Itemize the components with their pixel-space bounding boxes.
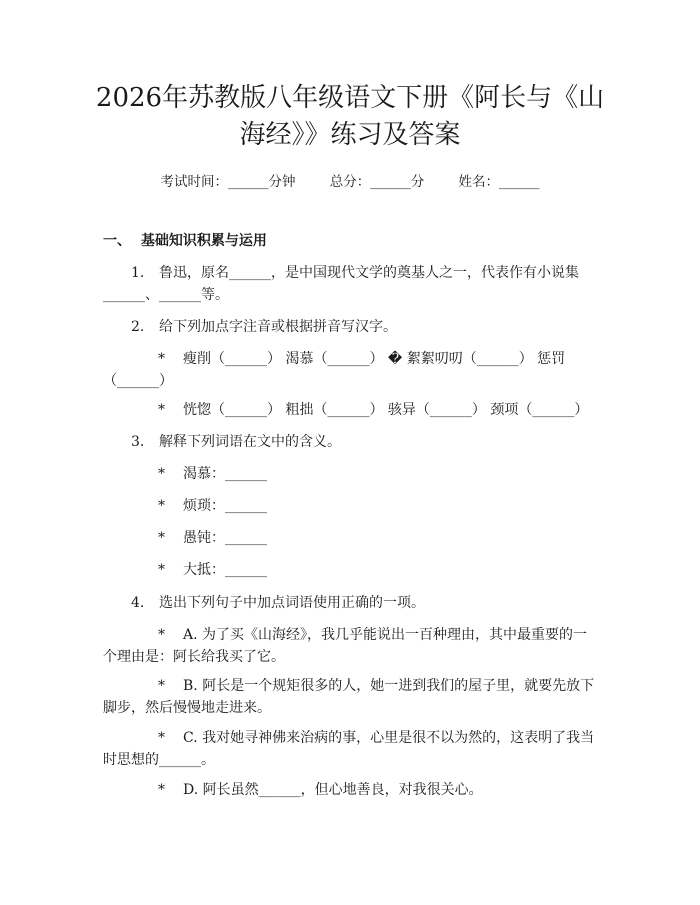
- section-heading: [103, 230, 267, 250]
- bullet: *: [158, 402, 165, 418]
- option-b: [158, 675, 594, 695]
- question-text: 解释下列词语在文中的含义。: [159, 434, 341, 450]
- option-c: [158, 727, 594, 747]
- exam-time: 考试时间：______分钟: [160, 174, 296, 190]
- list-item: [158, 463, 267, 483]
- list-item: [158, 399, 588, 419]
- question-2: [131, 316, 397, 336]
- bullet: *: [158, 530, 165, 546]
- student-name: 姓名：______: [458, 174, 540, 190]
- list-item: [158, 527, 267, 547]
- item-text: 愚钝：______: [183, 530, 267, 546]
- bullet: *: [158, 466, 165, 482]
- exam-meta: [0, 170, 700, 190]
- bullet: *: [158, 351, 165, 367]
- bullet: *: [158, 562, 165, 578]
- question-3: [131, 431, 341, 451]
- option-text: C. 我对她寻神佛来治病的事，心里是很不以为然的，这表明了我当: [183, 730, 595, 746]
- bullet: *: [158, 782, 165, 798]
- item-text: 渴慕：______: [183, 466, 267, 482]
- question-4: [131, 592, 425, 612]
- question-text: 鲁迅，原名______，是中国现代文学的奠基人之一，代表作有小说集: [159, 265, 579, 281]
- option-d: [158, 779, 483, 799]
- item-text: 烦琐：______: [183, 498, 267, 514]
- list-item: [158, 495, 267, 515]
- section-number: 一、: [103, 233, 131, 249]
- question-1-wrap: ______、______等。: [103, 287, 229, 303]
- option-text: B. 阿长是一个规矩很多的人，她一进到我们的屋子里，就要先放下: [183, 678, 595, 694]
- option-a-wrap: 个理由是：阿长给我买了它。: [103, 649, 285, 665]
- item-text: 大抵：______: [183, 562, 267, 578]
- title-line-1: 2026年苏教版八年级语文下册《阿长与《山: [95, 83, 605, 113]
- option-text: D. 阿长虽然______，但心地善良，对我很关心。: [183, 782, 483, 798]
- bullet: *: [158, 627, 165, 643]
- question-number: 2.: [131, 319, 145, 335]
- section-title: 基础知识积累与运用: [140, 233, 267, 249]
- option-b-wrap: 脚步，然后慢慢地走进来。: [103, 700, 271, 716]
- item-text: 瘦削（______） 渴慕（______） � 絮絮叨叨（______） 惩罚: [183, 351, 566, 367]
- question-1: [131, 262, 579, 282]
- question-number: 1.: [131, 265, 145, 281]
- list-item: [158, 559, 267, 579]
- item-text: 恍惚（______） 粗拙（______） 骇异（______） 颈项（______）: [183, 402, 589, 418]
- title-line-2: 海经》》练习及答案: [239, 120, 461, 150]
- question-text: 选出下列句子中加点词语使用正确的一项。: [159, 595, 425, 611]
- option-c-wrap: 时思想的______。: [103, 752, 215, 768]
- question-number: 4.: [131, 595, 145, 611]
- exam-score: 总分：______分: [329, 174, 425, 190]
- bullet: *: [158, 498, 165, 514]
- option-a: [158, 624, 587, 644]
- option-text: A. 为了买《山海经》，我几乎能说出一百种理由，其中最重要的一: [183, 627, 588, 643]
- list-item: [158, 348, 565, 368]
- question-number: 3.: [131, 434, 145, 450]
- bullet: *: [158, 730, 165, 746]
- document-title: [60, 80, 640, 154]
- question-text: 给下列加点字注音或根据拼音写汉字。: [159, 319, 397, 335]
- list-item-wrap: （______）: [103, 373, 173, 389]
- bullet: *: [158, 678, 165, 694]
